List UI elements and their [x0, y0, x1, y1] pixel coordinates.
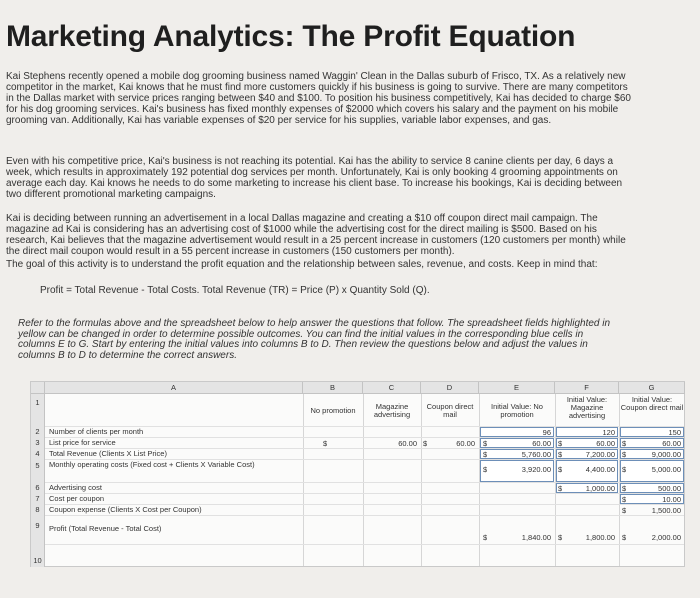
- value-g4: 9,000.00: [651, 450, 681, 459]
- column-header-c[interactable]: C: [363, 382, 421, 394]
- value-g3: 60.00: [662, 439, 681, 448]
- column-header-g[interactable]: G: [619, 382, 685, 394]
- currency-symbol: $: [483, 533, 488, 542]
- currency-symbol: $: [423, 439, 428, 448]
- label-clients[interactable]: Number of clients per month: [49, 428, 144, 436]
- value-e2: 96: [542, 428, 551, 437]
- value-e3: 60.00: [532, 439, 551, 448]
- header-magazine[interactable]: Magazine advertising: [373, 403, 411, 419]
- currency-symbol: $: [622, 450, 627, 459]
- header-initial-no-promotion[interactable]: Initial Value: No promotion: [491, 403, 543, 419]
- row-number[interactable]: 8: [31, 504, 45, 515]
- currency-symbol: $: [622, 506, 627, 515]
- value-f4: 7,200.00: [585, 450, 615, 459]
- value-g7: 10.00: [662, 495, 681, 504]
- label-total-revenue[interactable]: Total Revenue (Clients X List Price): [49, 450, 167, 458]
- input-cell-d3[interactable]: 60.00: [456, 439, 475, 448]
- label-list-price[interactable]: List price for service: [49, 439, 116, 447]
- value-f6: 1,000.00: [585, 484, 615, 493]
- instructions-text: Refer to the formulas above and the spreadsheet below to help answer the questions that follow. The spreadsheet fields highlighted in yellow can be changed in order to determine possible outcomes. You can find the initial values in the corresponding blue cells in columns E to G. Start by entering the initial values into columns B to D. Then review the questions below and adjust the values in columns B to D to determine the correct answers.: [18, 318, 611, 361]
- row-number[interactable]: 7: [31, 493, 45, 504]
- profit-formula: Profit = Total Revenue - Total Costs. Total Revenue (TR) = Price (P) x Quantity Sold (Q).: [40, 285, 430, 296]
- currency-symbol: $: [323, 439, 328, 448]
- row-number[interactable]: 1: [31, 394, 45, 426]
- currency-symbol: $: [622, 495, 627, 504]
- label-advertising-cost[interactable]: Advertising cost: [49, 484, 102, 492]
- header-initial-magazine[interactable]: Initial Value: Magazine advertising: [566, 396, 608, 420]
- currency-symbol: $: [622, 533, 627, 542]
- value-f3: 60.00: [596, 439, 615, 448]
- value-g8: 1,500.00: [651, 506, 681, 515]
- column-header-f[interactable]: F: [555, 382, 619, 394]
- input-cell-c3[interactable]: 60.00: [398, 439, 417, 448]
- currency-symbol: $: [622, 484, 627, 493]
- value-f2: 120: [602, 428, 615, 437]
- page-title: Marketing Analytics: The Profit Equation: [6, 20, 576, 53]
- label-operating-costs[interactable]: Monthly operating costs (Fixed cost + Clients X Variable Cost): [49, 461, 255, 469]
- row-number[interactable]: 10: [31, 544, 45, 567]
- value-e4: 5,760.00: [521, 450, 551, 459]
- goal-paragraph: The goal of this activity is to understand the profit equation and the relationship between sales, revenue, and costs. Keep in mind that:: [6, 259, 598, 270]
- header-coupon[interactable]: Coupon direct mail: [426, 403, 474, 419]
- currency-symbol: $: [558, 533, 563, 542]
- column-header-a[interactable]: A: [45, 382, 303, 394]
- currency-symbol: $: [483, 450, 488, 459]
- value-g6: 500.00: [658, 484, 681, 493]
- corner-cell: [31, 382, 45, 394]
- value-f5: 4,400.00: [585, 465, 615, 474]
- header-no-promotion[interactable]: No promotion: [310, 407, 356, 415]
- column-header-b[interactable]: B: [303, 382, 363, 394]
- currency-symbol: $: [483, 465, 488, 474]
- spreadsheet: [30, 381, 685, 567]
- row-number[interactable]: 5: [31, 459, 45, 482]
- value-e5: 3,920.00: [521, 465, 551, 474]
- currency-symbol: $: [558, 484, 563, 493]
- currency-symbol: $: [558, 465, 563, 474]
- label-coupon-expense[interactable]: Coupon expense (Clients X Cost per Coupon): [49, 506, 202, 514]
- currency-symbol: $: [622, 465, 627, 474]
- value-g9: 2,000.00: [651, 533, 681, 542]
- value-f9: 1,800.00: [585, 533, 615, 542]
- row-number[interactable]: 9: [31, 515, 45, 544]
- header-initial-coupon[interactable]: Initial Value: Coupon direct mail: [620, 396, 684, 412]
- row-number[interactable]: 3: [31, 437, 45, 448]
- intro-paragraph: Kai Stephens recently opened a mobile dog grooming business named Waggin' Clean in the Dallas suburb of Frisco, TX. As a relatively new competitor in the market, Kai knows that he must find more customers quickly if his business is going to survive. There are many competitors in the Dallas market with service prices ranging between $40 and $100. To position his business competitively, Kai has decided to charge $60 for his dog grooming services. Kai's business has fixed monthly expenses of $2000 which covers his salary and the payment on his mobile grooming van. Additionally, Kai has variable expenses of $20 per service for his supplies, variable labor expenses, and gas.: [6, 71, 631, 126]
- label-profit[interactable]: Profit (Total Revenue - Total Cost): [49, 525, 162, 533]
- currency-symbol: $: [622, 439, 627, 448]
- options-paragraph: Kai is deciding between running an advertisement in a local Dallas magazine and creating a $10 off coupon direct mail campaign. The magazine ad Kai is considering has an advertising cost of $1000 while the advertising cost for the direct mailing is $500. Based on his research, Kai believes that the magazine advertisement would result in a 25 percent increase in customers (120 customers per month) while the direct mail coupon would result in a 55 percent increase in customers (150 customers per month).: [6, 213, 626, 257]
- column-header-d[interactable]: D: [421, 382, 479, 394]
- value-g2: 150: [668, 428, 681, 437]
- label-cost-per-coupon[interactable]: Cost per coupon: [49, 495, 105, 503]
- row-number[interactable]: 4: [31, 448, 45, 459]
- currency-symbol: $: [558, 450, 563, 459]
- row-number[interactable]: 6: [31, 482, 45, 493]
- row-number[interactable]: 2: [31, 426, 45, 437]
- value-g5: 5,000.00: [651, 465, 681, 474]
- value-e9: 1,840.00: [521, 533, 551, 542]
- currency-symbol: $: [483, 439, 488, 448]
- column-header-e[interactable]: E: [479, 382, 555, 394]
- currency-symbol: $: [558, 439, 563, 448]
- problem-paragraph: Even with his competitive price, Kai's business is not reaching its potential. Kai has the ability to service 8 canine clients per day, 6 days a week, which results in approximately 192 potential dog services per month. Unfortunately, Kai is only booking 4 grooming appointments on average each day. Kai knows he needs to do some marketing to increase his client base. To increase his bookings, Kai is deciding between two different promotional marketing campaigns.: [6, 156, 623, 200]
